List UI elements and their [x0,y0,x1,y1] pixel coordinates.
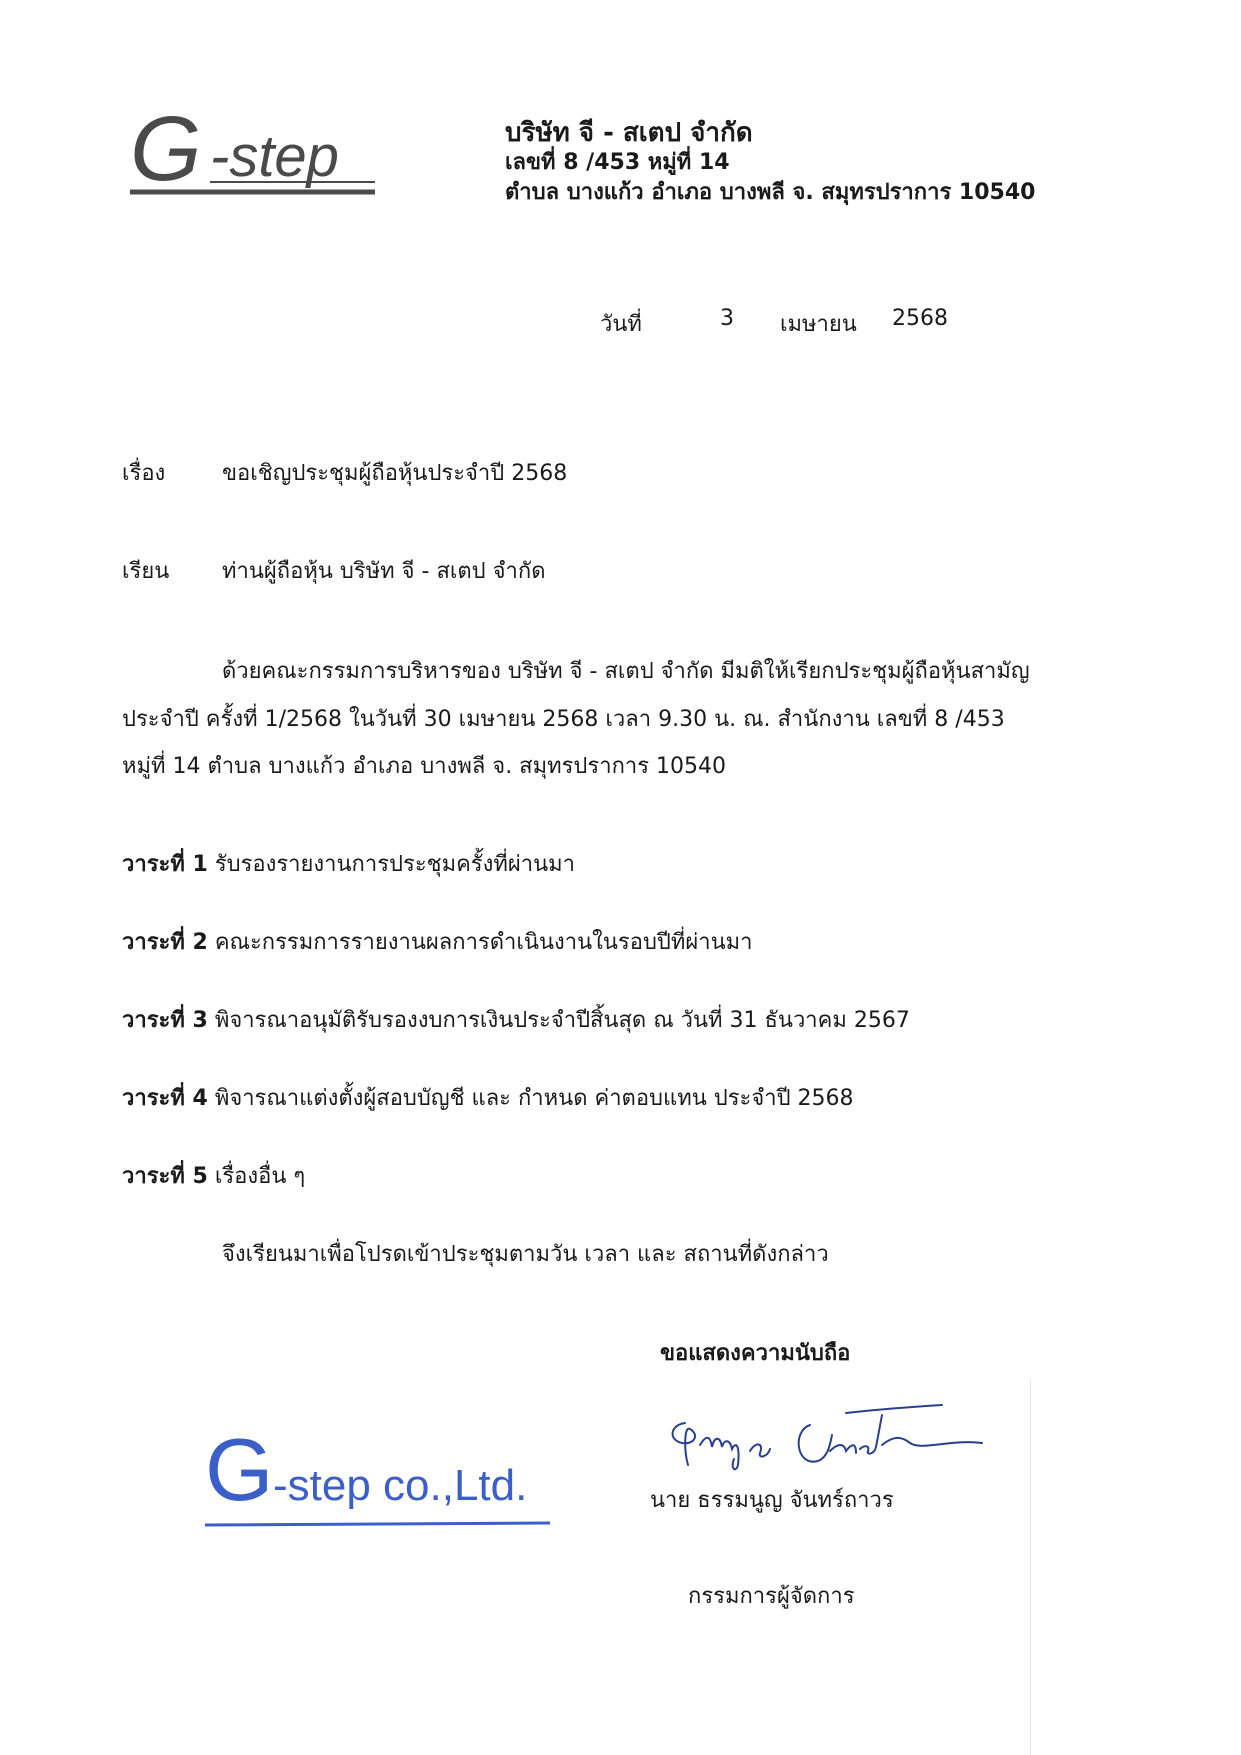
company-logo [130,112,430,222]
company-address-line1: เลขที่ 8 /453 หมู่ที่ 14 [505,150,730,175]
agenda-label: วาระที่ 1 [122,852,208,877]
date-label: วันที่ [600,312,642,337]
agenda-item [122,846,575,881]
date-month: เมษายน [780,312,857,337]
agenda-label: วาระที่ 2 [122,930,208,955]
signer-name: นาย ธรรมนูญ จันทร์ถาวร [650,1488,894,1513]
stamp-underline [205,1523,550,1525]
logo-step: -step [210,124,339,189]
body-line-3: หมู่ที่ 14 ตำบล บางแก้ว อำเภอ บางพลี จ. สมุทรปราการ 10540 [122,754,727,779]
recipient-text: ท่านผู้ถือหุ้น บริษัท จี - สเตป จำกัด [222,559,546,584]
agenda-text: คณะกรรมการรายงานผลการดำเนินงานในรอบปีที่ผ่านมา [214,930,753,955]
closing-text: จึงเรียนมาเพื่อโปรดเข้าประชุมตามวัน เวลา และ สถานที่ดังกล่าว [222,1242,829,1267]
recipient-label: เรียน [122,559,170,584]
agenda-label: วาระที่ 3 [122,1008,208,1033]
company-name: บริษัท จี - สเตป จำกัด [505,118,753,148]
logo-g: G [130,112,202,200]
company-header [505,118,1035,208]
company-address-line2: ตำบล บางแก้ว อำเภอ บางพลี จ. สมุทรปราการ 10540 [505,180,1036,205]
agenda-label: วาระที่ 5 [122,1164,208,1189]
scan-edge-line [1030,1380,1031,1755]
company-stamp [205,1425,565,1545]
date-day: 3 [720,306,734,331]
agenda-text: พิจารณาแต่งตั้งผู้สอบบัญชี และ กำหนด ค่าตอบแทน ประจำปี 2568 [214,1086,854,1111]
agenda-text: รับรองรายงานการประชุมครั้งที่ผ่านมา [214,852,575,877]
date-year: 2568 [892,306,948,331]
handwritten-signature [660,1385,1000,1485]
stamp-g: G [205,1425,274,1519]
body-line-1: ด้วยคณะกรรมการบริหารของ บริษัท จี - สเตป จำกัด มีมติให้เรียกประชุมผู้ถือหุ้นสามัญ [222,659,1030,684]
signer-title: กรรมการผู้จัดการ [688,1584,855,1609]
agenda-item [122,1080,854,1115]
agenda-item [122,924,753,959]
subject-text: ขอเชิญประชุมผู้ถือหุ้นประจำปี 2568 [222,461,568,486]
signoff-text: ขอแสดงความนับถือ [660,1341,851,1366]
agenda-text: เรื่องอื่น ๆ [214,1164,306,1189]
agenda-item [122,1002,910,1037]
agenda-label: วาระที่ 4 [122,1086,208,1111]
agenda-item [122,1158,305,1193]
body-line-2: ประจำปี ครั้งที่ 1/2568 ในวันที่ 30 เมษายน 2568 เวลา 9.30 น. ณ. สำนักงาน เลขที่ 8 /453 [122,707,1005,732]
subject-label: เรื่อง [122,461,166,486]
agenda-text: พิจารณาอนุมัติรับรองงบการเงินประจำปีสิ้นสุด ณ วันที่ 31 ธันวาคม 2567 [214,1008,910,1033]
stamp-step: -step co.,Ltd. [273,1461,528,1510]
